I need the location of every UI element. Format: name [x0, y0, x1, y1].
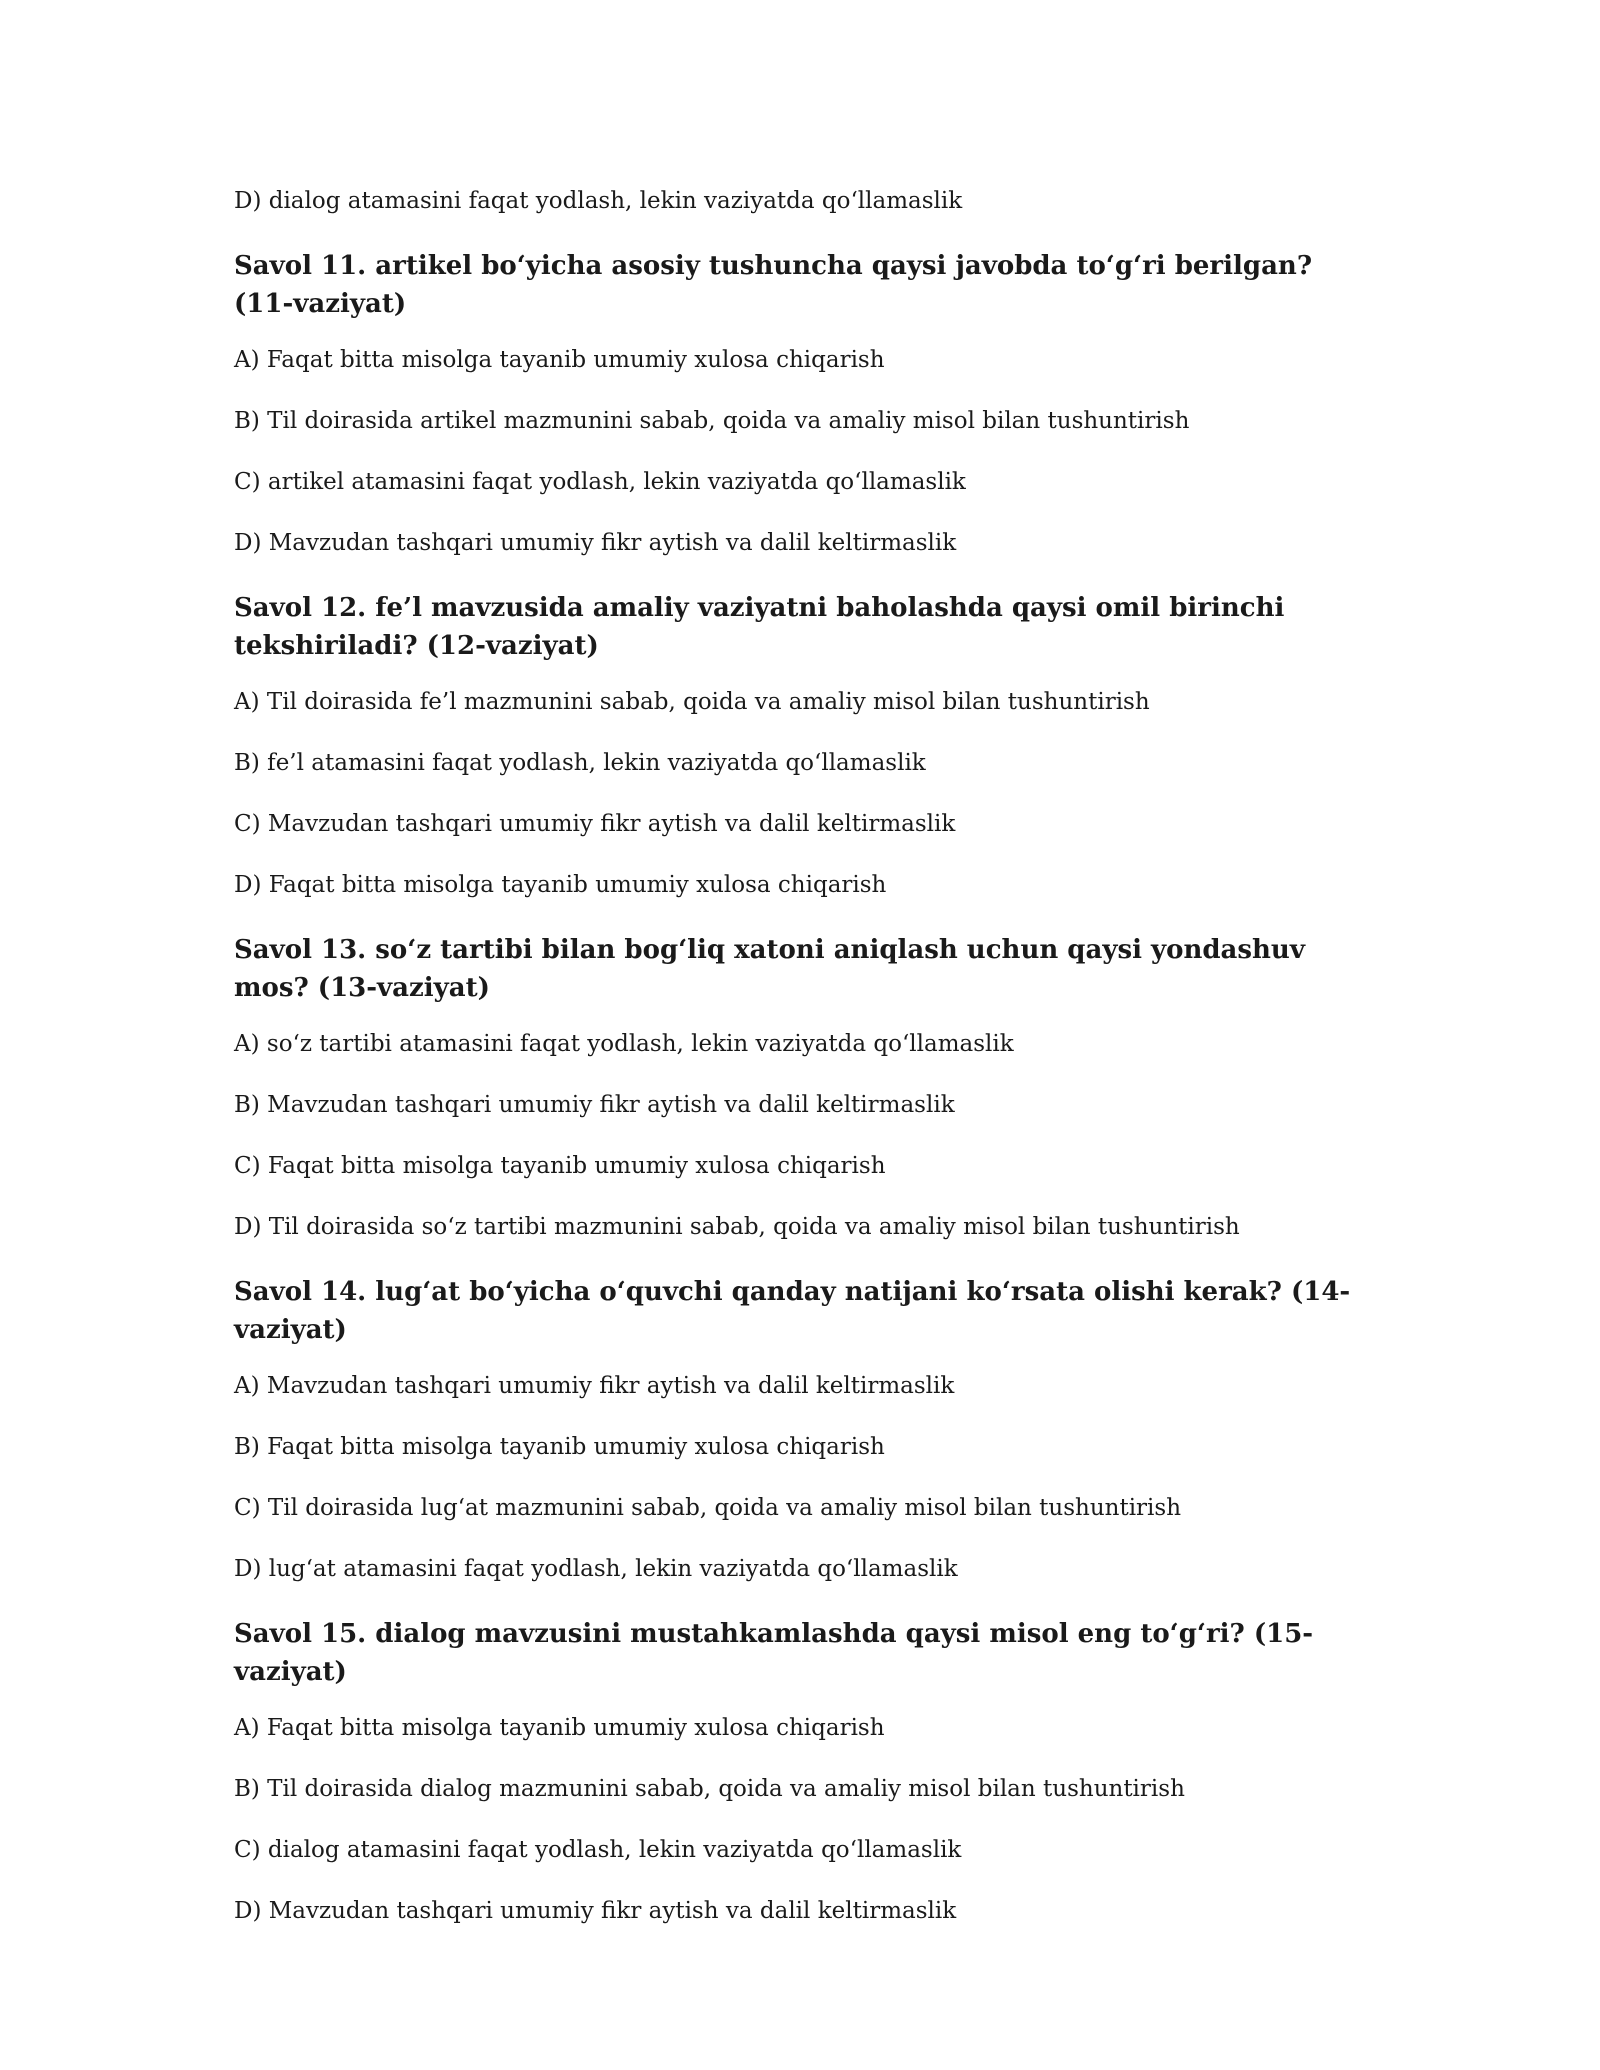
- question-title: Savol 11. artikel boʻyicha asosiy tushuncha qaysi javobda toʻgʻri berilgan? (11-vaziyat): [234, 251, 1313, 319]
- answer-option-b: B) fe’l atamasini faqat yodlash, lekin vaziyatda qoʻllamaslik: [234, 750, 926, 776]
- question-block-11: [234, 247, 1364, 558]
- leading-option: D) dialog atamasini faqat yodlash, lekin vaziyatda qoʻllamaslik: [234, 188, 963, 214]
- answer-option-c: C) Faqat bitta misolga tayanib umumiy xulosa chiqarish: [234, 1153, 886, 1179]
- answer-option-b: B) Til doirasida dialog mazmunini sabab, qoida va amaliy misol bilan tushuntirish: [234, 1776, 1185, 1802]
- answer-option-b: B) Faqat bitta misolga tayanib umumiy xulosa chiqarish: [234, 1434, 885, 1460]
- answer-option-d: D) Mavzudan tashqari umumiy fikr aytish va dalil keltirmaslik: [234, 530, 957, 556]
- answer-option-a: A) Faqat bitta misolga tayanib umumiy xulosa chiqarish: [234, 1715, 885, 1741]
- answer-option-c: C) artikel atamasini faqat yodlash, lekin vaziyatda qoʻllamaslik: [234, 469, 966, 495]
- question-title: Savol 14. lugʻat boʻyicha oʻquvchi qanday natijani koʻrsata olishi kerak? (14-vaziyat): [234, 1277, 1351, 1345]
- question-title: Savol 13. soʻz tartibi bilan bogʻliq xatoni aniqlash uchun qaysi yondashuv mos? (13-vaziyat): [234, 935, 1305, 1003]
- answer-option-d: D) Mavzudan tashqari umumiy fikr aytish va dalil keltirmaslik: [234, 1898, 957, 1924]
- answer-option-a: A) Faqat bitta misolga tayanib umumiy xulosa chiqarish: [234, 347, 885, 373]
- answer-option-d: D) lugʻat atamasini faqat yodlash, lekin vaziyatda qoʻllamaslik: [234, 1556, 958, 1582]
- answer-option-d: D) Faqat bitta misolga tayanib umumiy xulosa chiqarish: [234, 872, 887, 898]
- answer-option-c: C) Mavzudan tashqari umumiy fikr aytish va dalil keltirmaslik: [234, 811, 956, 837]
- question-block-15: [234, 1615, 1364, 1926]
- question-title: Savol 12. fe’l mavzusida amaliy vaziyatni baholashda qaysi omil birinchi tekshiriladi? (12-vaziyat): [234, 593, 1285, 661]
- answer-option-a: A) soʻz tartibi atamasini faqat yodlash, lekin vaziyatda qoʻllamaslik: [234, 1031, 1014, 1057]
- answer-option-a: A) Mavzudan tashqari umumiy fikr aytish va dalil keltirmaslik: [234, 1373, 955, 1399]
- question-title: Savol 15. dialog mavzusini mustahkamlashda qaysi misol eng toʻgʻri? (15-vaziyat): [234, 1619, 1314, 1687]
- question-block-13: [234, 931, 1364, 1242]
- question-block-14: [234, 1273, 1364, 1584]
- question-block-12: [234, 589, 1364, 900]
- answer-option-a: A) Til doirasida fe’l mazmunini sabab, qoida va amaliy misol bilan tushuntirish: [234, 689, 1150, 715]
- answer-option-c: C) Til doirasida lugʻat mazmunini sabab, qoida va amaliy misol bilan tushuntirish: [234, 1495, 1182, 1521]
- answer-option-b: B) Mavzudan tashqari umumiy fikr aytish va dalil keltirmaslik: [234, 1092, 955, 1118]
- answer-option-d: D) Til doirasida soʻz tartibi mazmunini sabab, qoida va amaliy misol bilan tushuntirish: [234, 1214, 1240, 1240]
- answer-option-b: B) Til doirasida artikel mazmunini sabab, qoida va amaliy misol bilan tushuntirish: [234, 408, 1190, 434]
- document-page: [234, 186, 1364, 1957]
- answer-option-c: C) dialog atamasini faqat yodlash, lekin vaziyatda qoʻllamaslik: [234, 1837, 962, 1863]
